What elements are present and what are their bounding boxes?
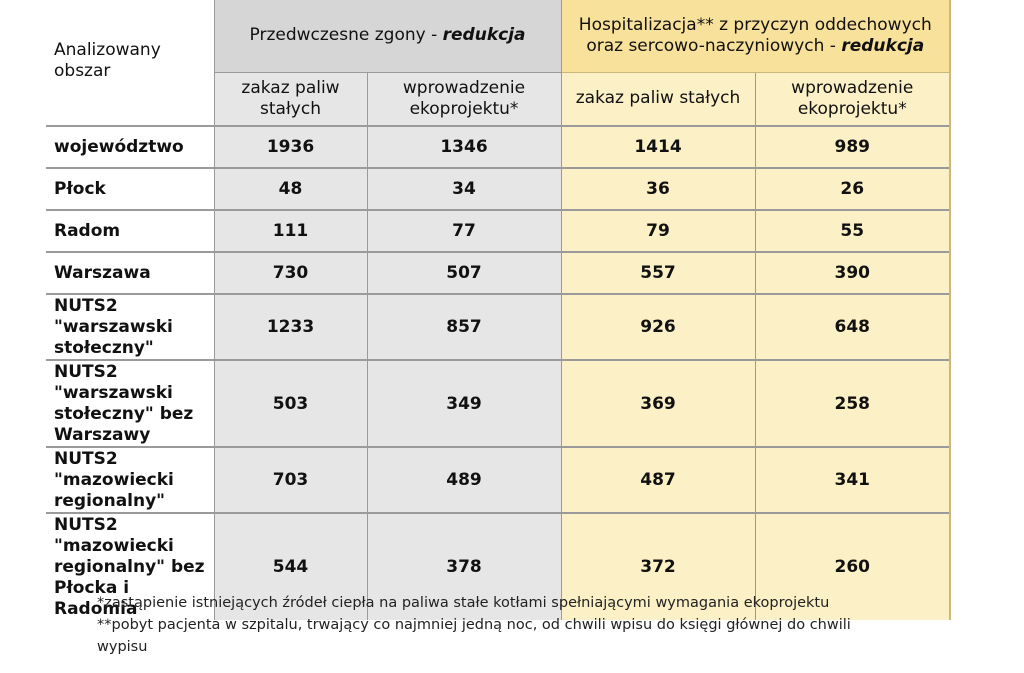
- footnotes: [97, 592, 897, 658]
- subheader-g2-eco: wprowadzenie ekoprojektu*: [755, 72, 950, 126]
- footnote-ecodesign: *zastąpienie istniejących źródeł ciepła na paliwa stałe kotłami spełniającymi wymagania ekoprojektu: [97, 595, 830, 611]
- cell-hosp-ban: 79: [561, 210, 755, 252]
- cell-deaths-ban: 703: [214, 447, 367, 513]
- cell-deaths-ban: 48: [214, 168, 367, 210]
- cell-hosp-ban: 1414: [561, 126, 755, 168]
- table-row: [46, 294, 950, 360]
- corner-header: [46, 0, 214, 126]
- cell-deaths-eco: 378: [367, 513, 561, 620]
- table-row: [46, 360, 950, 447]
- footnote-hospitalization: **pobyt pacjenta w szpitalu, trwający co najmniej jedną noc, od chwili wpisu do księgi głównej do chwili wypisu: [97, 617, 851, 655]
- row-area-label: Radom: [46, 210, 214, 252]
- cell-hosp-eco: 55: [755, 210, 950, 252]
- cell-hosp-ban: 487: [561, 447, 755, 513]
- cell-deaths-eco: 77: [367, 210, 561, 252]
- cell-hosp-eco: 26: [755, 168, 950, 210]
- corner-label: Analizowany obszar: [54, 40, 161, 81]
- table-row: [46, 210, 950, 252]
- group1-italic: redukcja: [442, 25, 526, 46]
- row-area-label: województwo: [46, 126, 214, 168]
- subheader-g1-eco: wprowadzenie ekoprojektu*: [367, 72, 561, 126]
- cell-deaths-ban: 111: [214, 210, 367, 252]
- subheader-g2-ban: zakaz paliw stałych: [561, 72, 755, 126]
- cell-deaths-eco: 507: [367, 252, 561, 294]
- cell-hosp-eco: 390: [755, 252, 950, 294]
- cell-deaths-ban: 1233: [214, 294, 367, 360]
- cell-deaths-ban: 730: [214, 252, 367, 294]
- cell-hosp-eco: 258: [755, 360, 950, 447]
- cell-deaths-eco: 489: [367, 447, 561, 513]
- cell-deaths-eco: 349: [367, 360, 561, 447]
- row-area-label: NUTS2 "warszawski stołeczny" bez Warszawy: [46, 360, 214, 447]
- group2-italic: redukcja: [841, 35, 925, 56]
- table-row: [46, 252, 950, 294]
- cell-hosp-eco: 989: [755, 126, 950, 168]
- table-row: [46, 447, 950, 513]
- row-area-label: Płock: [46, 168, 214, 210]
- cell-deaths-eco: 34: [367, 168, 561, 210]
- cell-deaths-eco: 857: [367, 294, 561, 360]
- group-header-deaths: [214, 0, 561, 72]
- group2-line1: Hospitalizacja** z przyczyn oddechowych: [578, 14, 932, 35]
- row-area-label: NUTS2 "mazowiecki regionalny": [46, 447, 214, 513]
- cell-deaths-eco: 1346: [367, 126, 561, 168]
- group1-label: Przedwczesne zgony -: [249, 25, 443, 46]
- cell-hosp-ban: 926: [561, 294, 755, 360]
- cell-hosp-eco: 341: [755, 447, 950, 513]
- row-area-label: NUTS2 "warszawski stołeczny": [46, 294, 214, 360]
- cell-deaths-ban: 544: [214, 513, 367, 620]
- cell-deaths-ban: 503: [214, 360, 367, 447]
- cell-hosp-eco: 648: [755, 294, 950, 360]
- group2-line2: oraz sercowo-naczyniowych -: [586, 35, 842, 56]
- row-area-label: Warszawa: [46, 252, 214, 294]
- cell-hosp-eco: 260: [755, 513, 950, 620]
- cell-deaths-ban: 1936: [214, 126, 367, 168]
- row-area-label: NUTS2 "mazowiecki regionalny" bez Płocka i Radomia: [46, 513, 214, 620]
- subheader-g1-ban: zakaz paliw stałych: [214, 72, 367, 126]
- cell-hosp-ban: 36: [561, 168, 755, 210]
- data-table: [46, 0, 951, 620]
- cell-hosp-ban: 557: [561, 252, 755, 294]
- cell-hosp-ban: 372: [561, 513, 755, 620]
- table-row: [46, 168, 950, 210]
- group-header-hospital: [561, 0, 950, 72]
- table-row: [46, 126, 950, 168]
- cell-hosp-ban: 369: [561, 360, 755, 447]
